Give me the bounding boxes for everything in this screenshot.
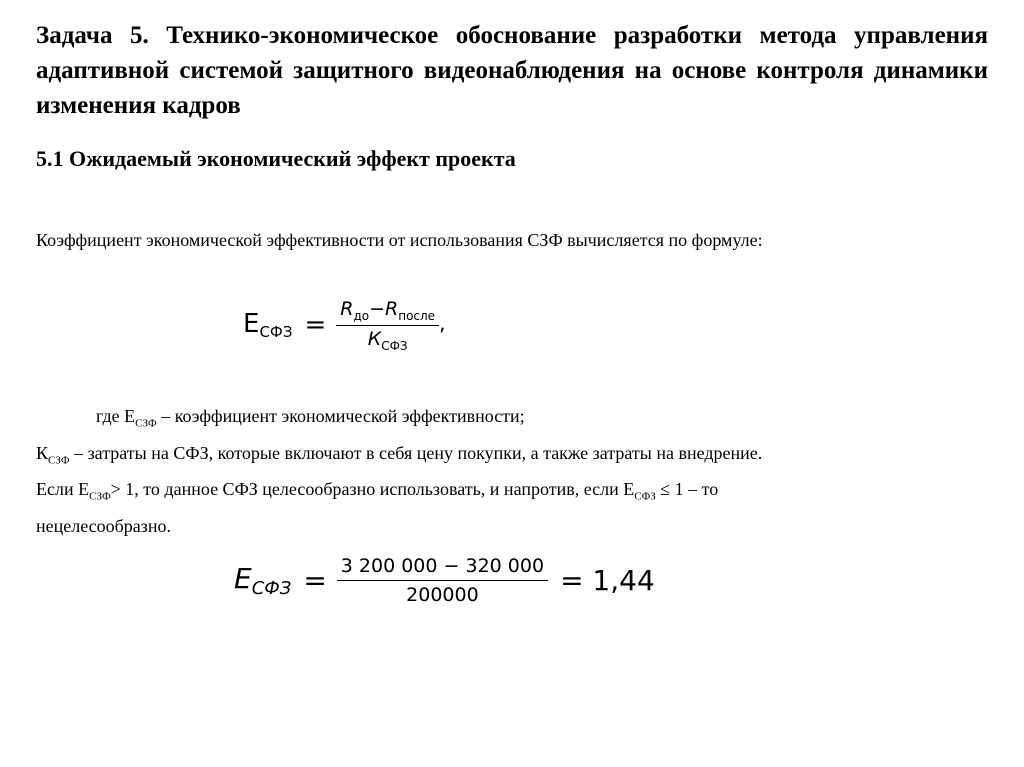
formula-calculation — [234, 555, 655, 606]
definition-line-4: нецелесообразно. — [36, 515, 172, 536]
formula2-result: = 1,44 — [560, 564, 655, 597]
formula2-fraction — [337, 555, 548, 606]
formula1-fraction — [336, 298, 439, 353]
formula1-equals: = — [304, 310, 327, 341]
formula2-lhs: $E_{СФЗ}$ — [234, 562, 292, 599]
formula1-denominator: $К_{СФЗ}$ — [367, 327, 408, 353]
slide-title: Задача 5. Технико-экономическое обоснование разработки метода управления адаптивной системой защитного видеонаблюдения на основе контроля динамики изменения кадров — [36, 22, 988, 119]
definition-line-3: Если $Е_{СЗФ}> 1$, то данное СФЗ целесообразно использовать, и напротив, если $Е_{СФЗ} \le 1$ – то — [36, 479, 719, 503]
formula1-numerator: $R_{до}-R_{после}$ — [336, 298, 439, 326]
section-heading: 5.1 Ожидаемый экономический эффект проекта — [36, 146, 516, 171]
definitions-block — [36, 402, 996, 541]
definition-line-2: $К_{СЗФ}$ – затраты на СФЗ, которые включают в себя цену покупки, а также затраты на внедрение. — [36, 442, 763, 467]
intro-text: Коэффициент экономической эффективности от использования СЗФ вычисляется по формуле: — [36, 230, 763, 250]
formula-efficiency-coefficient — [243, 298, 445, 353]
formula2-equals: = — [303, 564, 327, 597]
formula1-comma: , — [439, 310, 446, 335]
formula2-denominator: 200000 — [406, 584, 479, 606]
formula2-numerator: 3 200 000 − 320 000 — [337, 555, 548, 581]
formula1-lhs: $Е_{СФЗ}$ — [243, 309, 293, 342]
definition-line-1: где $Е_{СЗФ}$ – коэффициент экономической эффективности; — [96, 406, 525, 430]
